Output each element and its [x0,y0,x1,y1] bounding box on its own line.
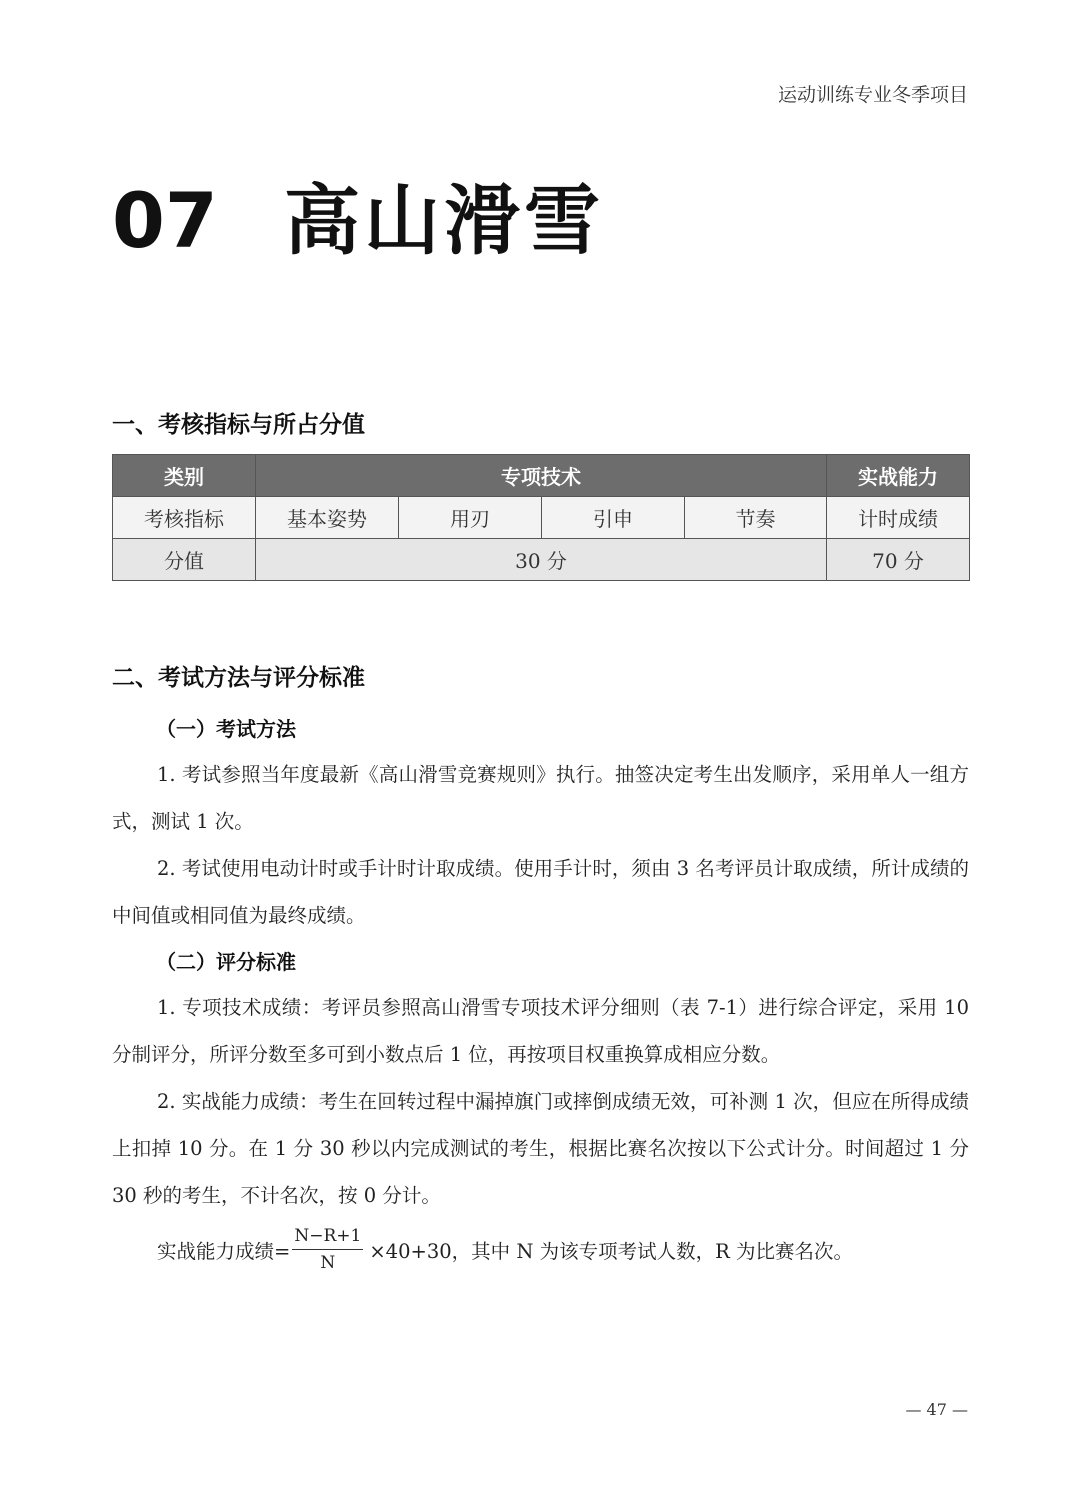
header-combat: 实战能力 [827,455,970,497]
indicators-label: 考核指标 [113,497,256,539]
table-header-row [113,455,970,497]
indicator-cell: 计时成绩 [827,497,970,539]
score-table [112,454,970,581]
header-tech: 专项技术 [256,455,827,497]
table-row-indicators [113,497,970,539]
indicator-cell: 引申 [542,497,685,539]
indicator-cell: 节奏 [685,497,827,539]
chapter-title [112,160,604,269]
chapter-name: 高山滑雪 [284,176,604,265]
subsection-heading-standard: （二）评分标准 [156,950,296,974]
method-paragraph-1: 1. 考试参照当年度最新《高山滑雪竞赛规则》执行。抽签决定考生出发顺序，采用单人一组方式，测试 1 次。 [112,763,969,833]
scores-label: 分值 [113,539,256,581]
section-heading-2: 二、考试方法与评分标准 [112,665,365,691]
formula-numerator: N−R+1 [292,1226,363,1250]
score-formula [157,1226,853,1273]
formula-suffix: ×40+30，其中 N 为该专项考试人数，R 为比赛名次。 [369,1239,853,1263]
formula-prefix: 实战能力成绩= [157,1239,291,1263]
standard-paragraph-2: 2. 实战能力成绩：考生在回转过程中漏掉旗门或摔倒成绩无效，可补测 1 次，但应在所得成绩上扣掉 10 分。在 1 分 30 秒以内完成测试的考生，根据比赛名次按以下公式计分。时间超过 1 分 30 秒的考生，不计名次，按 0 分计。 [112,1090,969,1207]
running-header: 运动训练专业冬季项目 [777,84,968,106]
section-heading-1: 一、考核指标与所占分值 [112,412,365,438]
score-tech: 30 分 [256,539,827,581]
formula-fraction [292,1226,363,1273]
score-combat: 70 分 [827,539,970,581]
method-paragraph-2: 2. 考试使用电动计时或手计时计取成绩。使用手计时，须由 3 名考评员计取成绩，所计成绩的中间值或相同值为最终成绩。 [112,857,969,927]
formula-denominator: N [320,1253,336,1273]
subsection-heading-method: （一）考试方法 [156,717,296,741]
chapter-number: 07 [112,176,218,265]
page-number: — 47 — [905,1400,968,1419]
table-row-scores [113,539,970,581]
indicator-cell: 用刃 [399,497,542,539]
indicator-cell: 基本姿势 [256,497,399,539]
header-category: 类别 [113,455,256,497]
standard-paragraph-1: 1. 专项技术成绩：考评员参照高山滑雪专项技术评分细则（表 7-1）进行综合评定，采用 10 分制评分，所评分数至多可到小数点后 1 位，再按项目权重换算成相应分数。 [112,996,969,1066]
